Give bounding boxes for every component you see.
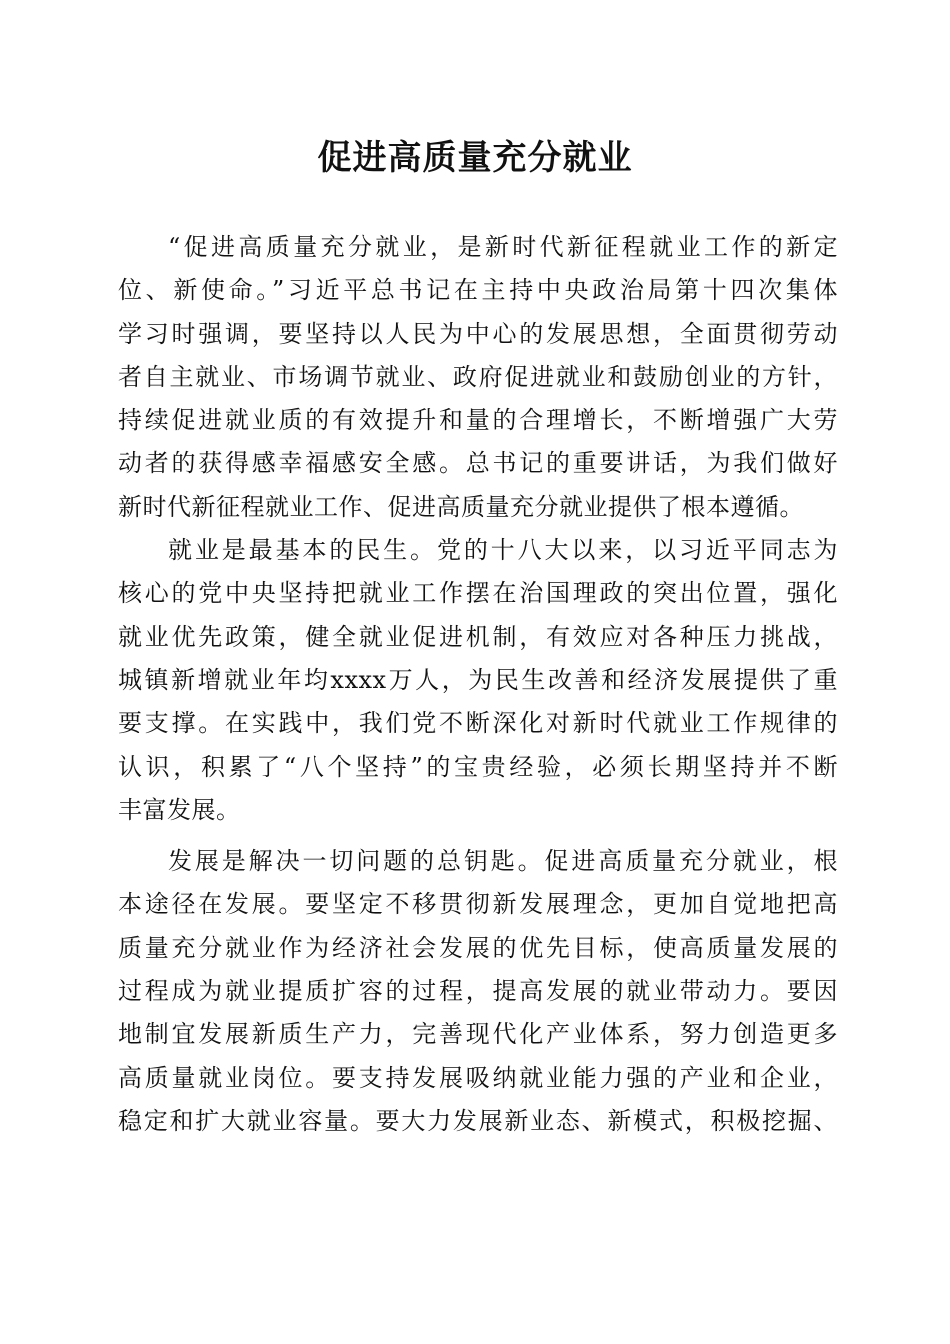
paragraph-line: 核心的党中央坚持把就业工作摆在治国理政的突出位置，强化 xyxy=(118,579,838,608)
paragraph-line: 发展是解决一切问题的总钥匙。促进高质量充分就业，根 xyxy=(168,847,838,876)
paragraph-line: 丰富发展。 xyxy=(118,795,241,824)
paragraph-line: 者自主就业、市场调节就业、政府促进就业和鼓励创业的方针， xyxy=(118,362,838,391)
paragraph-line: 认识，积累了“八个坚持”的宝贵经验，必须长期坚持并不断 xyxy=(118,752,838,781)
paragraph-line: 新时代新征程就业工作、促进高质量充分就业提供了根本遵循。 xyxy=(118,492,804,521)
document-body xyxy=(118,226,838,1143)
paragraph-line: 本途径在发展。要坚定不移贯彻新发展理念，更加自觉地把高 xyxy=(118,890,838,919)
paragraph-line: 高质量就业岗位。要支持发展吸纳就业能力强的产业和企业， xyxy=(118,1063,838,1092)
paragraph-1 xyxy=(118,226,838,529)
paragraph-line: 动者的获得感幸福感安全感。总书记的重要讲话，为我们做好 xyxy=(118,449,838,478)
paragraph-line: 学习时强调，要坚持以人民为中心的发展思想，全面贯彻劳动 xyxy=(118,319,838,348)
paragraph-line: 质量充分就业作为经济社会发展的优先目标，使高质量发展的 xyxy=(118,933,838,962)
paragraph-line: 城镇新增就业年均xxxx万人，为民生改善和经济发展提供了重 xyxy=(118,665,838,694)
paragraph-line: 过程成为就业提质扩容的过程，提高发展的就业带动力。要因 xyxy=(118,977,838,1006)
document-title: 促进高质量充分就业 xyxy=(317,138,633,178)
paragraph-line: 持续促进就业质的有效提升和量的合理增长，不断增强广大劳 xyxy=(118,406,838,435)
paragraph-line: 要支撑。在实践中，我们党不断深化对新时代就业工作规律的 xyxy=(118,709,838,738)
paragraph-line: 就业优先政策，健全就业促进机制，有效应对各种压力挑战， xyxy=(118,622,838,651)
paragraph-spacer xyxy=(118,832,838,840)
paragraph-2 xyxy=(118,529,838,832)
paragraph-3 xyxy=(118,840,838,1143)
paragraph-line: 就业是最基本的民生。党的十八大以来，以习近平同志为 xyxy=(168,536,838,565)
paragraph-line: “促进高质量充分就业，是新时代新征程就业工作的新定 xyxy=(168,233,838,261)
paragraph-line: 稳定和扩大就业容量。要大力发展新业态、新模式，积极挖掘、 xyxy=(118,1106,838,1135)
paragraph-line: 地制宜发展新质生产力，完善现代化产业体系，努力创造更多 xyxy=(118,1020,838,1049)
paragraph-line: 位、新使命。”习近平总书记在主持中央政治局第十四次集体 xyxy=(118,276,838,305)
